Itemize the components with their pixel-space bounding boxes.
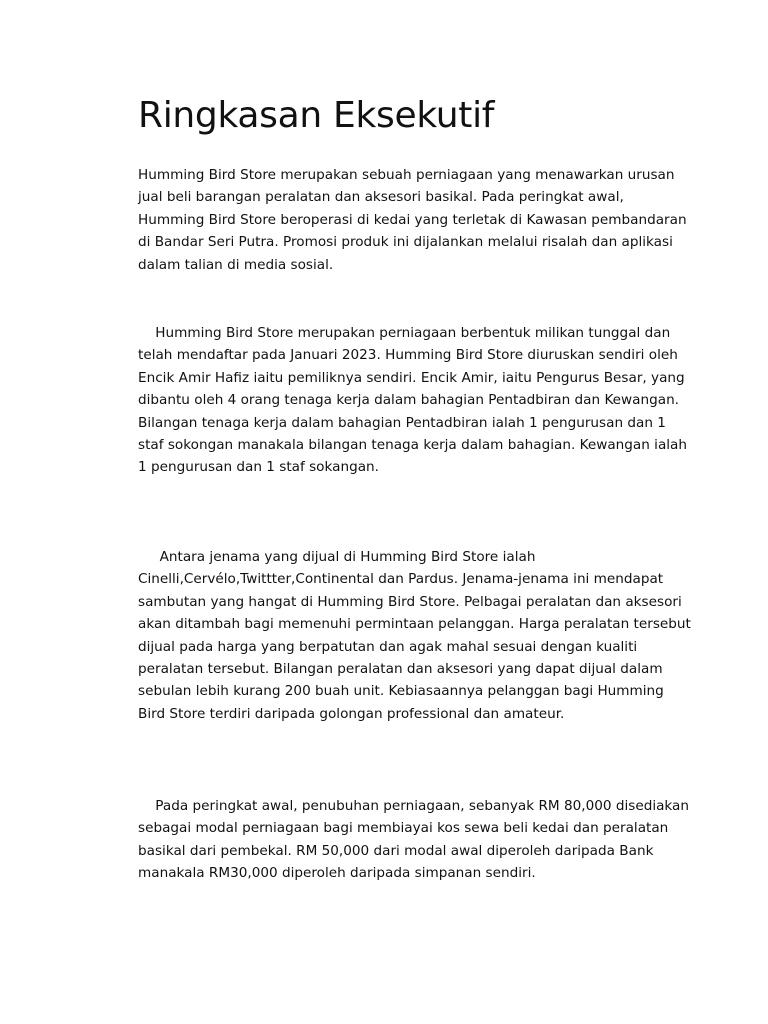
paragraph-capital: Pada peringkat awal, penubuhan perniagaan, sebanyak RM 80,000 disediakan sebagai modal perniagaan bagi membiayai kos sewa beli kedai dan peralatan basikal dari pembekal. RM 50,000 dari modal awal diperoleh daripada Bank manakala RM30,000 diperoleh daripada simpanan sendiri.: [138, 798, 694, 882]
paragraph-ownership-staff: Humming Bird Store merupakan perniagaan berbentuk milikan tunggal dan telah mendaftar pada Januari 2023. Humming Bird Store diuruskan sendiri oleh Encik Amir Hafiz iaitu pemiliknya sendiri. Encik Amir, iaitu Pengurus Besar, yang dibantu oleh 4 orang tenaga kerja dalam bahagian Pentadbiran dan Kewangan. Bilangan tenaga kerja dalam bahagian Pentadbiran ialah 1 pengurusan dan 1 staf sokongan manakala bilangan tenaga kerja dalam bahagian. Kewangan ialah 1 pengurusan dan 1 staf sokangan.: [138, 325, 696, 476]
paragraph-business-overview: Humming Bird Store merupakan sebuah perniagaan yang menawarkan urusan jual beli barangan peralatan dan aksesori basikal. Pada peringkat awal, Humming Bird Store beroperasi di kedai yang terletak di Kawasan pembandaran di Bandar Seri Putra. Promosi produk ini dijalankan melalui risalah dan aplikasi dalam talian di media sosial.: [138, 167, 691, 273]
paragraph-brands-products: Antara jenama yang dijual di Humming Bird Store ialah Cinelli,Cervélo,Twittter,Continental dan Pardus. Jenama-jenama ini mendapat sambutan yang hangat di Humming Bird Store. Pelbagai peralatan dan aksesori akan ditambah bagi memenuhi permintaan pelanggan. Harga peralatan tersebut dijual pada harga yang berpatutan dan agak mahal sesuai dengan kualiti peralatan tersebut. Bilangan peralatan dan aksesori yang dapat dijual dalam sebulan lebih kurang 200 buah unit. Kebiasaannya pelanggan bagi Humming Bird Store terdiri daripada golongan professional dan amateur.: [138, 549, 696, 722]
page-title: Ringkasan Eksekutif: [138, 95, 495, 136]
